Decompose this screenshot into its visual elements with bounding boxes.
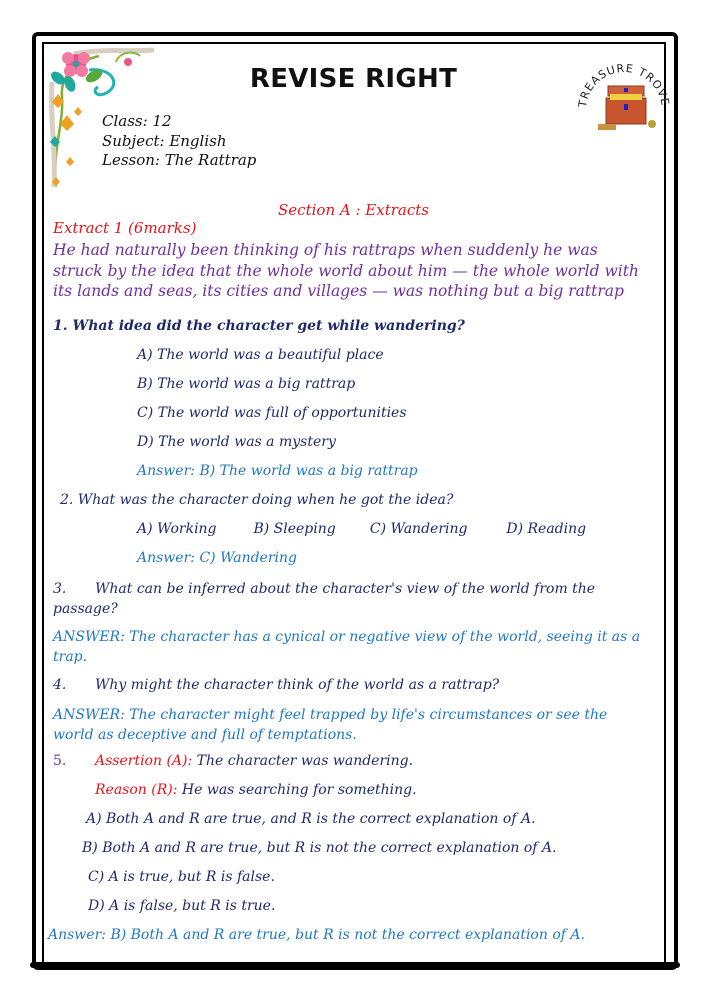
- reason-text: He was searching for something.: [177, 782, 417, 798]
- question-2-option-a: A) Working: [137, 521, 217, 537]
- page-border-bottom: [30, 962, 680, 968]
- question-5-assertion: [53, 753, 413, 769]
- extract-label: Extract 1 (6marks): [53, 219, 197, 237]
- question-3: [53, 579, 643, 619]
- question-4-answer: ANSWER: The character might feel trapped by life's circumstances or see the world as deceptive and full of temptations.: [53, 707, 608, 743]
- lesson-label: Lesson: The Rattrap: [102, 151, 257, 169]
- question-2: 2. What was the character doing when he got the idea?: [60, 492, 454, 508]
- question-2-option-d: D) Reading: [506, 521, 587, 537]
- question-1-option-d: D) The world was a mystery: [137, 434, 336, 450]
- question-1-option-c: C) The world was full of opportunities: [137, 405, 407, 421]
- subject-label: Subject: English: [102, 131, 227, 150]
- question-5-option-d: D) A is false, but R is true.: [88, 898, 276, 914]
- question-5-option-b: B) Both A and R are true, but R is not the correct explanation of A.: [82, 840, 557, 856]
- question-4: [53, 677, 499, 693]
- assertion-label: Assertion (A):: [95, 753, 193, 769]
- question-5-option-c: C) A is true, but R is false.: [88, 869, 275, 885]
- class-label: Class: 12: [102, 112, 172, 130]
- reason-label: Reason (R):: [95, 782, 178, 798]
- question-2-options: [137, 521, 586, 537]
- section-heading: Section A : Extracts: [278, 201, 429, 219]
- question-4-number: 4.: [53, 677, 67, 693]
- question-1-text: 1. What idea did the character get while wandering?: [53, 318, 465, 334]
- extract-passage: He had naturally been thinking of his rattraps when suddenly he was struck by the idea that the whole world about him — the whole world with its lands and seas, its cities and villages — was nothing but a big rattrap: [53, 241, 639, 300]
- question-5-reason: [95, 782, 417, 798]
- page-title: REVISE RIGHT: [249, 64, 458, 94]
- question-1-option-b: B) The world was a big rattrap: [137, 376, 356, 392]
- question-1: [53, 318, 465, 334]
- question-5-answer: Answer: B) Both A and R are true, but R is not the correct explanation of A.: [48, 927, 585, 943]
- assertion-text: The character was wandering.: [192, 753, 414, 769]
- question-4-text: Why might the character think of the world as a rattrap?: [95, 677, 500, 693]
- question-1-option-a: A) The world was a beautiful place: [137, 347, 384, 363]
- question-1-answer: Answer: B) The world was a big rattrap: [137, 463, 418, 479]
- question-3-answer: ANSWER: The character has a cynical or negative view of the world, seeing it as a trap.: [53, 629, 641, 665]
- question-5-option-a: A) Both A and R are true, and R is the correct explanation of A.: [86, 811, 536, 827]
- question-3-text: What can be inferred about the character's view of the world from the passage?: [53, 581, 596, 617]
- question-2-option-b: B) Sleeping: [253, 521, 336, 537]
- question-3-number: 3.: [53, 581, 67, 597]
- question-2-option-c: C) Wandering: [369, 521, 468, 537]
- question-5-number: 5.: [53, 753, 67, 769]
- svg-text:TREASURE TROVE: TREASURE TROVE: [576, 61, 672, 109]
- question-2-answer: Answer: C) Wandering: [137, 550, 297, 566]
- document-meta: [102, 112, 256, 171]
